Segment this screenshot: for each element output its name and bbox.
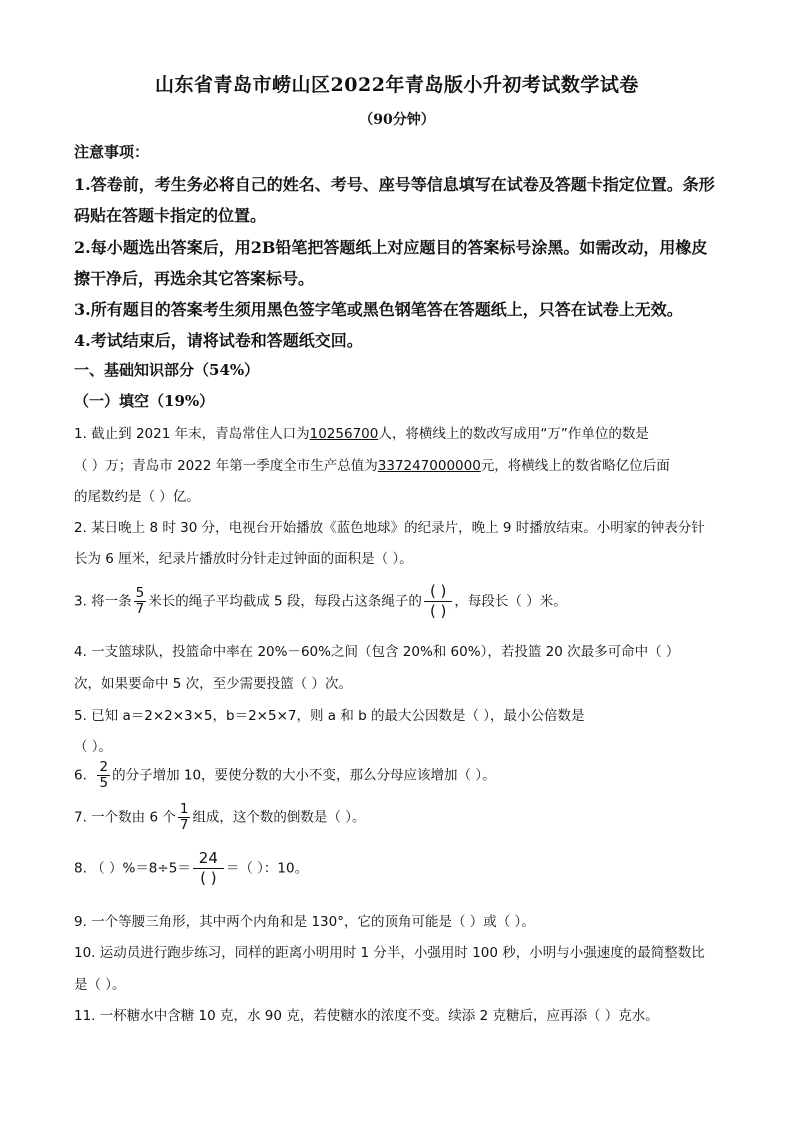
- q1-text-c: （ ）万；青岛市 2022 年第一季度全市生产总值为: [74, 458, 378, 474]
- question-3: [74, 582, 567, 621]
- q7-text-b: 组成，这个数的倒数是（ ）。: [192, 809, 366, 826]
- q8-text-a: 8. （ ）%＝8÷5＝: [74, 860, 191, 877]
- note-2-line-1: 2.每小题选出答案后，用2B铅笔把答题纸上对应题目的答案标号涂黑。如需改动，用橡皮: [74, 238, 708, 257]
- q8-fraction: [193, 849, 224, 888]
- q7-text-a: 7. 一个数由 6 个: [74, 809, 176, 826]
- question-2-line-1: 2. 某日晚上 8 时 30 分，电视台开始播放《蓝色地球》的纪录片，晚上 9 时播放结束。小明家的钟表分针: [74, 520, 705, 536]
- note-3: 3.所有题目的答案考生须用黑色签字笔或黑色钢笔答在答题纸上，只答在试卷上无效。: [74, 300, 683, 319]
- q1-gdp-number: 337247000000: [377, 458, 481, 474]
- question-4-line-2: 次，如果要命中 5 次，至少需要投篮（ ）次。: [74, 676, 352, 692]
- note-1-line-1: 1.答卷前，考生务必将自己的姓名、考号、座号等信息填写在试卷及答题卡指定位置。条形: [74, 175, 715, 194]
- q7-denominator: 7: [179, 817, 189, 833]
- q3-text-b: 米长的绳子平均截成 5 段，每段占这条绳子的: [148, 593, 422, 610]
- exam-duration: （90分钟）: [359, 112, 435, 128]
- question-1-line-1: [74, 422, 649, 442]
- q3-text-a: 3. 将一条: [74, 593, 132, 610]
- q3-fraction-five-sevenths: [134, 586, 147, 617]
- section-basic-knowledge: 一、基础知识部分（54%）: [74, 361, 260, 379]
- q6-fraction-two-fifths: [97, 760, 110, 791]
- section-fill-blank: （一）填空（19%）: [74, 392, 215, 410]
- question-2-line-2: 长为 6 厘米，纪录片播放时分针走过钟面的面积是（ ）。: [74, 551, 413, 567]
- note-1-line-2: 码贴在答题卡指定的位置。: [74, 206, 267, 225]
- q7-fraction-one-seventh: [178, 802, 191, 833]
- q3-blank-numerator: ( ): [424, 582, 452, 602]
- q7-numerator: 1: [179, 801, 189, 817]
- question-6: [74, 760, 496, 791]
- question-11: 11. 一杯糖水中含糖 10 克，水 90 克，若使糖水的浓度不变。续添 2 克糖后，应再添（ ）克水。: [74, 1008, 659, 1024]
- q1-text-b: 人，将横线上的数改写成用“万”作单位的数是: [378, 426, 649, 442]
- notes-heading: 注意事项：: [74, 143, 150, 161]
- question-5-line-2: （ ）。: [74, 739, 113, 755]
- note-2-line-2: 擦干净后，再选余其它答案标号。: [74, 269, 315, 288]
- question-7: [74, 802, 365, 833]
- question-4-line-1: 4. 一支篮球队，投篮命中率在 20%－60%之间（包含 20%和 60%），若投篮 20 次最多可命中（ ）: [74, 644, 680, 660]
- q3-blank-fraction: [424, 582, 452, 621]
- question-5-line-1: 5. 已知 a＝2×2×3×5，b＝2×5×7，则 a 和 b 的最大公因数是（ ），最小公倍数是: [74, 708, 585, 724]
- question-10-line-1: 10. 运动员进行跑步练习，同样的距离小明用时 1 分半，小强用时 100 秒，小明与小强速度的最简整数比: [74, 945, 705, 961]
- q1-text-d: 元，将横线上的数省略亿位后面: [480, 458, 670, 474]
- q3-text-c: ，每段长（ ）米。: [454, 593, 567, 610]
- q1-text-a: 1. 截止到 2021 年末，青岛常住人口为: [74, 426, 310, 442]
- q1-population-number: 10256700: [309, 426, 379, 442]
- q3-blank-denominator: ( ): [429, 602, 447, 620]
- q6-text: 的分子增加 10，要使分数的大小不变，那么分母应该增加（ ）。: [112, 767, 496, 784]
- question-1-line-3: 的尾数约是（ ）亿。: [74, 489, 200, 505]
- q3-denominator: 7: [135, 601, 145, 617]
- note-4: 4.考试结束后，请将试卷和答题纸交回。: [74, 331, 363, 350]
- q8-blank-denominator: ( ): [200, 869, 217, 887]
- q8-text-b: ＝（ ）：10。: [225, 860, 309, 877]
- q3-numerator: 5: [135, 585, 145, 601]
- question-1-line-2: [74, 454, 670, 474]
- exam-title: 山东省青岛市崂山区2022年青岛版小升初考试数学试卷: [155, 74, 639, 96]
- question-8: [74, 849, 308, 888]
- q6-numerator: 2: [99, 759, 109, 775]
- q8-numerator: 24: [193, 849, 224, 869]
- q6-denominator: 5: [99, 775, 109, 791]
- question-9: 9. 一个等腰三角形，其中两个内角和是 130°，它的顶角可能是（ ）或（ ）。: [74, 914, 535, 930]
- question-10-line-2: 是（ ）。: [74, 977, 126, 993]
- q6-number: 6.: [74, 767, 87, 784]
